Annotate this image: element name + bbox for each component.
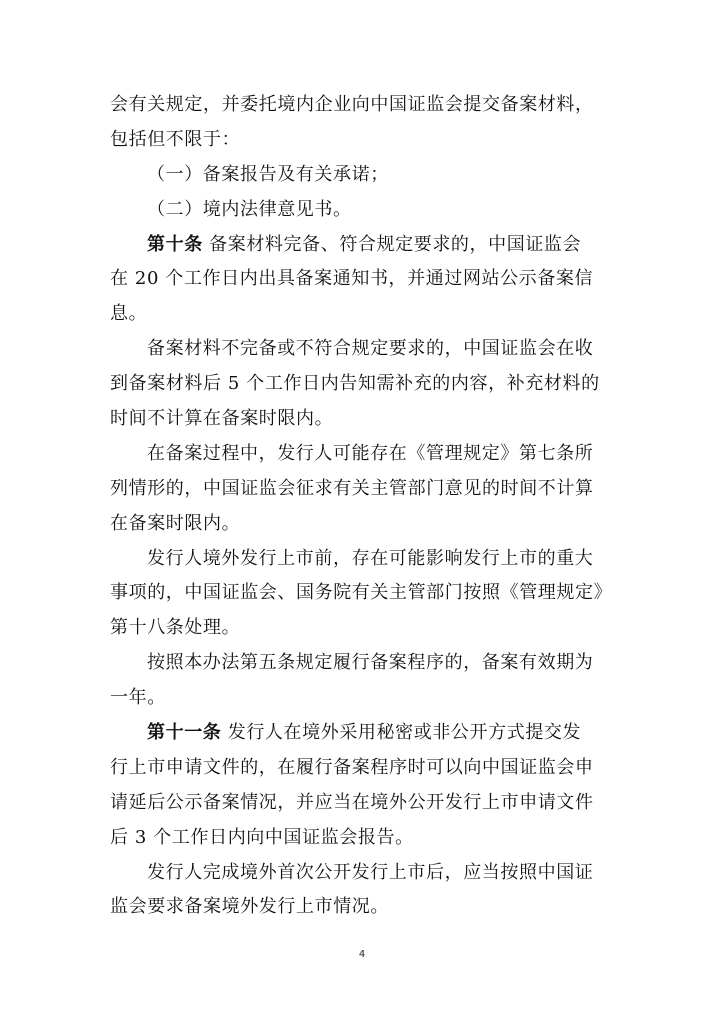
article-11-line [110, 716, 616, 751]
text-line: 到备案材料后 5 个工作日内告知需补充的内容，补充材料的 [110, 373, 600, 395]
paragraph-start: 备案材料不完备或不符合规定要求的，中国证监会在收 [147, 338, 594, 360]
text-line: 请延后公示备案情况，并应当在境外公开发行上市申请文件 [110, 791, 594, 813]
text-line: 列情形的，中国证监会征求有关主管部门意见的时间不计算 [110, 477, 594, 499]
list-item: （二）境内法律意见书。 [147, 198, 352, 220]
paragraph-start: 发行人境外发行上市前，存在可能影响发行上市的重大 [147, 547, 594, 569]
text-line: 第十八条处理。 [110, 617, 241, 639]
document-page [110, 88, 616, 925]
text-line: 在备案时限内。 [110, 512, 241, 534]
text-line: 包括但不限于： [110, 128, 241, 150]
paragraph-start: 按照本办法第五条规定履行备案程序的，备案有效期为 [147, 652, 594, 674]
text-line: 会有关规定，并委托境内企业向中国证监会提交备案材料， [110, 94, 594, 115]
text-line: 一年。 [110, 687, 166, 709]
article-heading: 第十一条 [147, 722, 222, 744]
text-line: 行上市申请文件的，在履行备案程序时可以向中国证监会申 [110, 756, 594, 778]
paragraph-start: 在备案过程中，发行人可能存在《管理规定》第七条所 [147, 442, 594, 464]
paragraph-start: 发行人完成境外首次公开发行上市后，应当按照中国证 [147, 861, 594, 883]
page-number: 4 [358, 949, 366, 960]
text-line: 后 3 个工作日内向中国证监会报告。 [110, 826, 414, 848]
text-line: 监会要求备案境外发行上市情况。 [110, 896, 389, 918]
article-text: 备案材料完备、符合规定要求的，中国证监会 [202, 233, 582, 255]
text-line: 事项的，中国证监会、国务院有关主管部门按照《管理规定》 [110, 582, 613, 604]
text-line: 时间不计算在备案时限内。 [110, 408, 334, 430]
article-10-line [110, 228, 616, 263]
text-line: 息。 [110, 303, 148, 325]
article-text: 发行人在境外采用秘密或非公开方式提交发 [221, 722, 582, 744]
list-item: （一）备案报告及有关承诺； [147, 163, 389, 185]
article-heading: 第十条 [147, 233, 203, 255]
text-line: 在 20 个工作日内出具备案通知书，并通过网站公示备案信 [110, 268, 594, 290]
